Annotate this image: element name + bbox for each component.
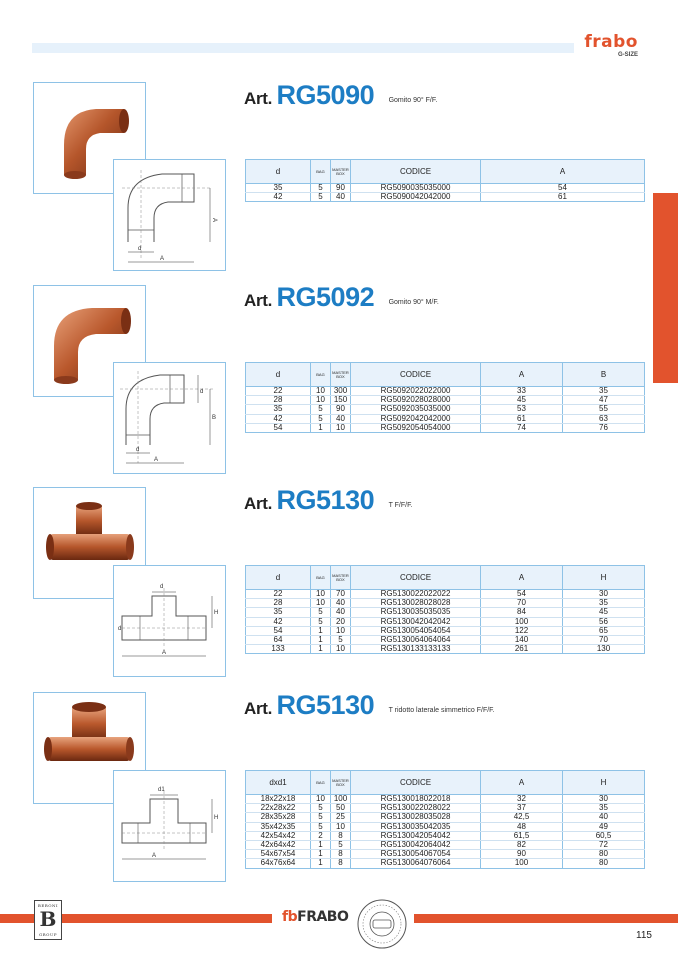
- table-cell: 90: [331, 184, 351, 193]
- table-cell: 22x28x22: [246, 804, 311, 813]
- table-cell: 1: [311, 423, 331, 432]
- table-cell: 28: [246, 396, 311, 405]
- table-cell: 54: [481, 184, 645, 193]
- table-cell: 90: [331, 405, 351, 414]
- table-cell: 42x64x42: [246, 840, 311, 849]
- table-cell: RG5130022022022: [351, 590, 481, 599]
- table-cell: 25: [331, 813, 351, 822]
- table-cell: 53: [481, 405, 563, 414]
- col-d: d: [246, 363, 311, 387]
- table-cell: 5: [311, 193, 331, 202]
- spec-table-rg5092: [245, 362, 645, 433]
- table-cell: RG5130022028022: [351, 804, 481, 813]
- article-code: RG5130: [276, 690, 375, 720]
- table-cell: 30: [563, 795, 645, 804]
- table-cell: RG5092054054000: [351, 423, 481, 432]
- dim-a: A: [154, 457, 159, 463]
- col-master-box: MASTER BOX: [331, 160, 351, 184]
- col-codice: CODICE: [351, 566, 481, 590]
- table-cell: 100: [481, 617, 563, 626]
- header-bar: [32, 43, 574, 53]
- col-a: A: [481, 771, 563, 795]
- table-cell: 10: [331, 626, 351, 635]
- table-cell: 1: [311, 850, 331, 859]
- col-bag: BAG: [311, 363, 331, 387]
- table-cell: 35x42x35: [246, 822, 311, 831]
- product-title-rg5130-reduced: [244, 690, 495, 721]
- table-cell: 5: [311, 405, 331, 414]
- article-code: RG5130: [276, 485, 375, 515]
- table-cell: 10: [331, 423, 351, 432]
- group-name-bottom: GROUP: [38, 932, 58, 937]
- brand-subtitle: G-SIZE: [617, 52, 638, 58]
- table-cell: 1: [311, 645, 331, 654]
- table-cell: 32: [481, 795, 563, 804]
- table-cell: 48: [481, 822, 563, 831]
- table-cell: 22: [246, 590, 311, 599]
- table-cell: 54: [246, 626, 311, 635]
- table-row: [246, 414, 645, 423]
- table-cell: RG5090035035000: [351, 184, 481, 193]
- article-code: RG5092: [276, 282, 375, 312]
- table-cell: 63: [563, 414, 645, 423]
- col-a: A: [481, 363, 563, 387]
- table-cell: 1: [311, 840, 331, 849]
- table-cell: RG5130035035035: [351, 608, 481, 617]
- table-row: [246, 822, 645, 831]
- article-description: Gomito 90° F/F.: [388, 97, 438, 104]
- table-cell: 1: [311, 635, 331, 644]
- table-cell: 40: [331, 193, 351, 202]
- article-description: T F/F/F.: [388, 502, 413, 509]
- table-cell: 37: [481, 804, 563, 813]
- brand-name: frabo: [584, 32, 638, 52]
- table-cell: RG5092042042000: [351, 414, 481, 423]
- table-cell: 61,5: [481, 831, 563, 840]
- table-cell: 35: [246, 184, 311, 193]
- table-cell: RG5130042064042: [351, 840, 481, 849]
- table-cell: RG5130028035028: [351, 813, 481, 822]
- table-cell: 133: [246, 645, 311, 654]
- table-cell: 65: [563, 626, 645, 635]
- table-row: [246, 405, 645, 414]
- table-cell: 70: [331, 590, 351, 599]
- table-cell: 40: [331, 608, 351, 617]
- table-cell: 45: [481, 396, 563, 405]
- dim-a-vertical: A: [211, 218, 217, 223]
- table-cell: 10: [311, 795, 331, 804]
- technical-drawing-rg5130: [113, 565, 226, 677]
- table-cell: 55: [563, 405, 645, 414]
- table-cell: 35: [563, 804, 645, 813]
- table-cell: 5: [331, 635, 351, 644]
- table-cell: 40: [563, 813, 645, 822]
- table-cell: 300: [331, 387, 351, 396]
- table-cell: 42x54x42: [246, 831, 311, 840]
- table-cell: RG5090042042000: [351, 193, 481, 202]
- table-cell: 49: [563, 822, 645, 831]
- table-cell: RG5130035042035: [351, 822, 481, 831]
- table-cell: RG5130054067054: [351, 850, 481, 859]
- table-cell: 54x67x54: [246, 850, 311, 859]
- table-cell: 1: [311, 626, 331, 635]
- table-cell: 5: [331, 840, 351, 849]
- article-description: Gomito 90° M/F.: [388, 299, 439, 306]
- table-cell: 18x22x18: [246, 795, 311, 804]
- footer-line-right: [414, 914, 678, 923]
- technical-drawing-rg5090: [113, 159, 226, 271]
- table-cell: 5: [311, 822, 331, 831]
- table-cell: RG5130064064064: [351, 635, 481, 644]
- technical-drawing-rg5130-reduced: [113, 770, 226, 882]
- col-master-box: MASTER BOX: [331, 566, 351, 590]
- table-cell: RG5130042054042: [351, 831, 481, 840]
- col-h: H: [563, 566, 645, 590]
- table-cell: 8: [331, 850, 351, 859]
- spec-table-rg5130-reduced: [245, 770, 645, 869]
- table-cell: 42: [246, 414, 311, 423]
- table-cell: RG5092028028000: [351, 396, 481, 405]
- table-row: [246, 645, 645, 654]
- art-label: Art.: [244, 291, 273, 310]
- table-header-row: [246, 363, 645, 387]
- table-cell: 10: [311, 599, 331, 608]
- logo-mark: fb: [282, 909, 298, 925]
- table-row: [246, 813, 645, 822]
- table-cell: 45: [563, 608, 645, 617]
- col-d: d: [246, 566, 311, 590]
- logo-text: FRABO: [297, 909, 349, 925]
- col-codice: CODICE: [351, 160, 481, 184]
- col-h: H: [563, 771, 645, 795]
- table-cell: 64: [246, 635, 311, 644]
- frabo-logo: [584, 34, 638, 58]
- table-cell: RG5130133133133: [351, 645, 481, 654]
- table-cell: 150: [331, 396, 351, 405]
- table-cell: RG5130064076064: [351, 859, 481, 868]
- table-row: [246, 617, 645, 626]
- table-cell: 47: [563, 396, 645, 405]
- table-cell: 5: [311, 813, 331, 822]
- table-cell: 8: [331, 831, 351, 840]
- dim-d1: d1: [158, 787, 165, 793]
- dim-d: d: [136, 447, 140, 453]
- table-cell: 5: [311, 184, 331, 193]
- col-codice: CODICE: [351, 771, 481, 795]
- col-codice: CODICE: [351, 363, 481, 387]
- col-d: d: [246, 160, 311, 184]
- table-cell: 5: [311, 804, 331, 813]
- table-cell: 10: [311, 396, 331, 405]
- table-cell: RG5130028028028: [351, 599, 481, 608]
- table-cell: 10: [331, 822, 351, 831]
- table-cell: 60,5: [563, 831, 645, 840]
- table-cell: 35: [563, 387, 645, 396]
- table-row: [246, 193, 645, 202]
- table-cell: 28: [246, 599, 311, 608]
- art-label: Art.: [244, 494, 273, 513]
- table-cell: 5: [311, 414, 331, 423]
- table-cell: 42,5: [481, 813, 563, 822]
- table-cell: 61: [481, 414, 563, 423]
- table-cell: 20: [331, 617, 351, 626]
- dim-d: d: [160, 584, 164, 590]
- spec-table-rg5090: [245, 159, 645, 202]
- dim-d: d: [138, 246, 142, 252]
- table-cell: 130: [563, 645, 645, 654]
- table-cell: 84: [481, 608, 563, 617]
- table-cell: 54: [481, 590, 563, 599]
- dim-a: A: [160, 256, 165, 262]
- article-code: RG5090: [276, 80, 375, 110]
- spec-table-rg5130: [245, 565, 645, 654]
- table-cell: 40: [331, 414, 351, 423]
- table-cell: 10: [311, 590, 331, 599]
- table-cell: 5: [311, 608, 331, 617]
- product-title-rg5130: [244, 485, 413, 516]
- table-cell: 61: [481, 193, 645, 202]
- table-cell: 42: [246, 617, 311, 626]
- dim-h: H: [214, 815, 219, 821]
- dim-d-vertical: d: [200, 389, 204, 395]
- beroni-group-logo: [34, 900, 62, 940]
- table-header-row: [246, 160, 645, 184]
- table-cell: RG5130054054054: [351, 626, 481, 635]
- table-cell: 2: [311, 831, 331, 840]
- table-row: [246, 859, 645, 868]
- footer-line-left: [0, 914, 34, 923]
- table-cell: 80: [563, 850, 645, 859]
- table-cell: 1: [311, 859, 331, 868]
- table-cell: 35: [563, 599, 645, 608]
- table-cell: 33: [481, 387, 563, 396]
- table-cell: RG5092035035000: [351, 405, 481, 414]
- col-master-box: MASTER BOX: [331, 363, 351, 387]
- table-cell: 10: [331, 645, 351, 654]
- side-tab: [653, 193, 678, 383]
- col-bag: BAG: [311, 566, 331, 590]
- col-a: A: [481, 160, 645, 184]
- col-b: B: [563, 363, 645, 387]
- table-cell: 100: [481, 859, 563, 868]
- table-cell: 76: [563, 423, 645, 432]
- art-label: Art.: [244, 89, 273, 108]
- table-cell: 70: [481, 599, 563, 608]
- table-header-row: [246, 771, 645, 795]
- table-cell: 30: [563, 590, 645, 599]
- dim-d-side: d: [118, 626, 122, 632]
- product-title-rg5092: [244, 282, 439, 313]
- article-description: T ridotto laterale simmetrico F/F/F.: [388, 707, 495, 714]
- table-row: [246, 608, 645, 617]
- table-cell: 22: [246, 387, 311, 396]
- dim-h: H: [214, 610, 219, 616]
- table-cell: RG5130042042042: [351, 617, 481, 626]
- table-cell: 40: [331, 599, 351, 608]
- table-cell: 82: [481, 840, 563, 849]
- product-title-rg5090: [244, 80, 437, 111]
- group-letter: B: [39, 907, 57, 931]
- page-number: 115: [636, 930, 652, 941]
- table-cell: 42: [246, 193, 311, 202]
- table-cell: 54: [246, 423, 311, 432]
- table-cell: 8: [331, 859, 351, 868]
- table-cell: 50: [331, 804, 351, 813]
- col-master-box: MASTER BOX: [331, 771, 351, 795]
- table-cell: 70: [563, 635, 645, 644]
- table-cell: 80: [563, 859, 645, 868]
- table-cell: 140: [481, 635, 563, 644]
- table-cell: 28x35x28: [246, 813, 311, 822]
- dim-a: A: [152, 853, 157, 859]
- table-cell: RG5130018022018: [351, 795, 481, 804]
- table-cell: 56: [563, 617, 645, 626]
- dim-b: B: [212, 415, 217, 421]
- col-bag: BAG: [311, 771, 331, 795]
- table-cell: RG5092022022000: [351, 387, 481, 396]
- table-row: [246, 423, 645, 432]
- technical-drawing-rg5092: [113, 362, 226, 474]
- table-cell: 35: [246, 608, 311, 617]
- frabo-footer-logo: [282, 909, 348, 925]
- table-cell: 90: [481, 850, 563, 859]
- table-cell: 122: [481, 626, 563, 635]
- col-bag: BAG: [311, 160, 331, 184]
- certification-seal-icon: [356, 898, 408, 950]
- col-dxd1: dxd1: [246, 771, 311, 795]
- group-name-top: BERONI: [37, 903, 59, 908]
- table-cell: 74: [481, 423, 563, 432]
- table-cell: 64x76x64: [246, 859, 311, 868]
- art-label: Art.: [244, 699, 273, 718]
- table-cell: 10: [311, 387, 331, 396]
- table-cell: 72: [563, 840, 645, 849]
- table-cell: 35: [246, 405, 311, 414]
- table-cell: 5: [311, 617, 331, 626]
- footer-line-mid: [60, 914, 272, 923]
- table-cell: 100: [331, 795, 351, 804]
- col-a: A: [481, 566, 563, 590]
- dim-a: A: [162, 650, 167, 656]
- table-cell: 261: [481, 645, 563, 654]
- table-header-row: [246, 566, 645, 590]
